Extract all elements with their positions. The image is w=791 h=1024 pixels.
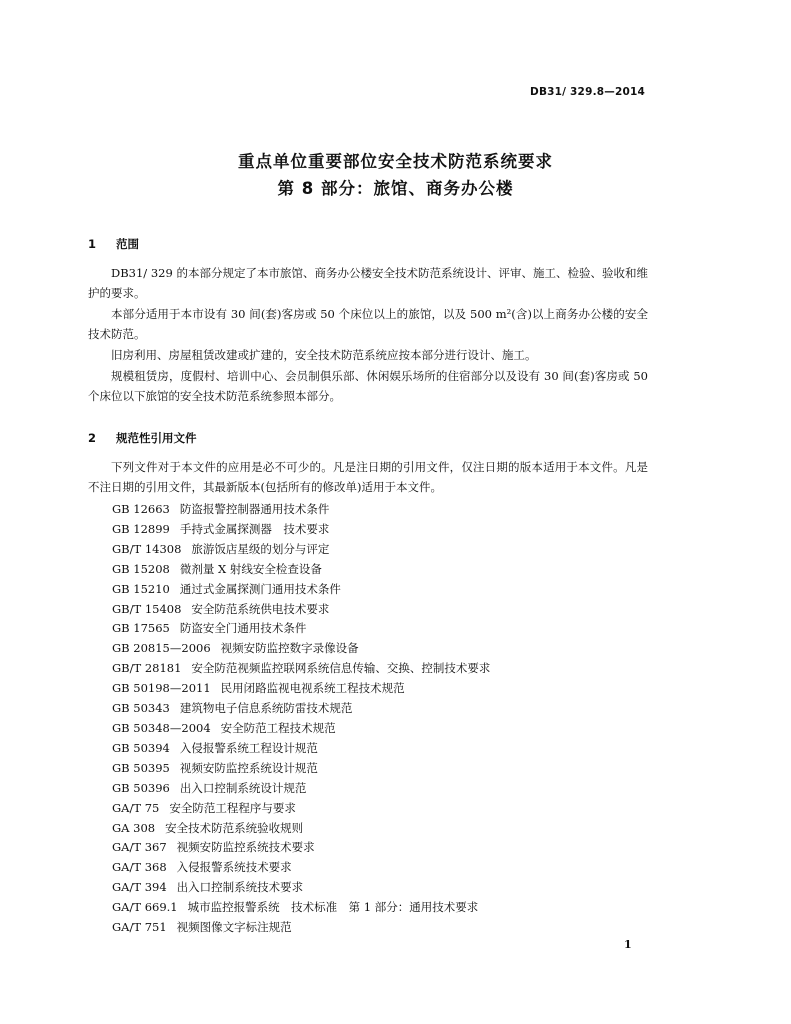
reference-title: 出入口控制系统设计规范 [179, 780, 307, 795]
reference-item [112, 580, 490, 600]
reference-title: 微剂量 X 射线安全检查设备 [179, 561, 322, 576]
reference-item [112, 540, 490, 560]
paragraph: DB31/ 329 的本部分规定了本市旅馆、商务办公楼安全技术防范系统设计、评审、施工、检验、验收和维护的要求。 [88, 266, 648, 300]
reference-code: GB/T 28181 [112, 661, 182, 676]
reference-item [112, 858, 490, 878]
reference-title: 入侵报警系统技术要求 [176, 860, 292, 875]
reference-item [112, 520, 490, 540]
reference-code: GB 17565 [112, 621, 170, 636]
reference-item [112, 819, 490, 839]
reference-item [112, 659, 490, 679]
reference-item [112, 560, 490, 580]
reference-item [112, 878, 490, 898]
reference-code: GB/T 15408 [112, 601, 182, 616]
section-number: 2 [88, 431, 97, 445]
reference-item [112, 918, 490, 938]
reference-item [112, 639, 490, 659]
document-title: 重点单位重要部位安全技术防范系统要求 [238, 152, 553, 171]
reference-title: 视频安防监控系统技术要求 [176, 840, 315, 855]
section-number: 1 [88, 237, 97, 251]
paragraph: 本部分适用于本市设有 30 间(套)客房或 50 个床位以上的旅馆，以及 500 m²(含)以上商务办公楼的安全技术防范。 [88, 307, 648, 341]
reference-item [112, 500, 490, 520]
reference-title: 安全防范视频监控联网系统信息传输、交换、控制技术要求 [191, 661, 491, 676]
reference-code: GA/T 669.1 [112, 900, 178, 915]
reference-title: 建筑物电子信息系统防雷技术规范 [179, 701, 353, 716]
document-number: DB31/ 329.8—2014 [530, 86, 645, 98]
reference-title: 防盗安全门通用技术条件 [179, 621, 307, 636]
reference-title: 手持式金属探测器 技术要求 [179, 521, 330, 536]
reference-title: 民用闭路监视电视系统工程技术规范 [220, 681, 405, 696]
reference-code: GB 50198—2011 [112, 681, 211, 696]
paragraph: 旧房利用、房屋租赁改建或扩建的，安全技术防范系统应按本部分进行设计、施工。 [111, 348, 537, 362]
reference-code: GA/T 368 [112, 860, 167, 875]
reference-code: GB 50348—2004 [112, 720, 211, 735]
reference-title: 安全防范系统供电技术要求 [191, 601, 330, 616]
reference-item [112, 719, 490, 739]
reference-item [112, 759, 490, 779]
reference-code: GA/T 394 [112, 880, 167, 895]
reference-title: 防盗报警控制器通用技术条件 [179, 502, 330, 516]
reference-title: 视频安防监控系统设计规范 [179, 760, 318, 775]
paragraph: 规模租赁房，度假村、培训中心、会员制俱乐部、休闲娱乐场所的住宿部分以及设有 30 间(套)客房或 50 个床位以下旅馆的安全技术防范系统参照本部分。 [88, 369, 648, 403]
reference-item [112, 699, 490, 719]
reference-title: 安全防范工程技术规范 [220, 720, 336, 735]
reference-title: 入侵报警系统工程设计规范 [179, 740, 318, 755]
reference-item [112, 600, 490, 620]
reference-code: GB 15210 [112, 581, 170, 596]
reference-item [112, 838, 490, 858]
paragraph: 下列文件对于本文件的应用是必不可少的。凡是注日期的引用文件，仅注日期的版本适用于本文件。凡是不注日期的引用文件，其最新版本(包括所有的修改单)适用于本文件。 [88, 460, 648, 494]
reference-title: 安全防范工程程序与要求 [169, 800, 296, 815]
reference-title: 通过式金属探测门通用技术条件 [179, 581, 341, 596]
reference-code: GB/T 14308 [112, 541, 182, 556]
reference-code: GB 12899 [112, 521, 170, 536]
document-subtitle: 第 8 部分：旅馆、商务办公楼 [277, 179, 514, 198]
reference-code: GA/T 367 [112, 840, 167, 855]
section-heading-scope [88, 236, 139, 252]
reference-title: 视频安防监控数字录像设备 [220, 641, 359, 656]
section-title: 范围 [116, 237, 140, 251]
reference-title: 出入口控制系统技术要求 [176, 880, 304, 895]
section-title: 规范性引用文件 [116, 431, 197, 445]
reference-code: GB 50396 [112, 780, 170, 795]
reference-item [112, 898, 490, 918]
reference-title: 旅游饭店星级的划分与评定 [191, 541, 330, 556]
reference-code: GA 308 [112, 820, 156, 835]
reference-code: GB 50394 [112, 740, 170, 755]
page-number: 1 [624, 938, 632, 951]
reference-code: GB 20815—2006 [112, 641, 211, 656]
reference-title: 安全技术防范系统验收规则 [165, 820, 304, 835]
reference-code: GA/T 75 [112, 800, 160, 815]
section-heading-normative-references [88, 430, 197, 446]
reference-item [112, 679, 490, 699]
reference-item [112, 739, 490, 759]
reference-title: 城市监控报警系统 技术标准 第 1 部分：通用技术要求 [187, 900, 479, 915]
reference-code: GA/T 751 [112, 920, 167, 935]
reference-item [112, 619, 490, 639]
reference-list [112, 500, 490, 938]
reference-item [112, 779, 490, 799]
reference-code: GB 12663 [112, 502, 170, 516]
reference-item [112, 799, 490, 819]
reference-title: 视频图像文字标注规范 [176, 920, 292, 935]
reference-code: GB 15208 [112, 561, 170, 576]
reference-code: GB 50343 [112, 701, 170, 716]
reference-code: GB 50395 [112, 760, 170, 775]
